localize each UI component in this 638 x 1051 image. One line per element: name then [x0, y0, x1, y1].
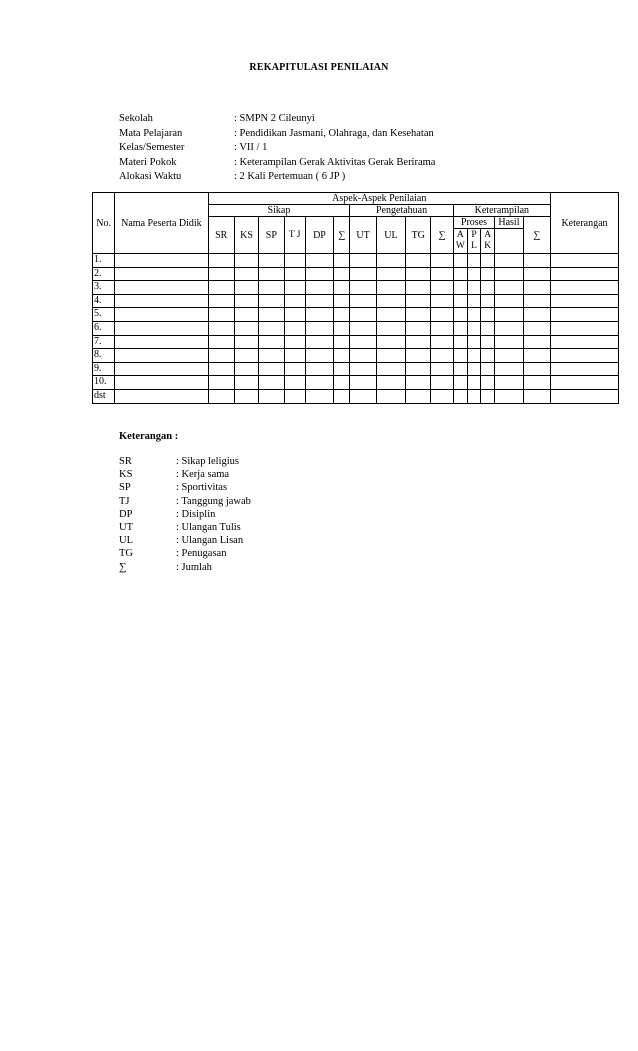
legend-desc: : Sikap leligius [176, 456, 239, 467]
legend-desc: : Sportivitas [176, 482, 228, 494]
legend-title: Keterangan : [119, 431, 179, 442]
legend-abbr: SR [119, 456, 132, 467]
legend-abbr: SP [119, 482, 131, 494]
legend-abbr: ∑ [119, 561, 127, 573]
student-name-cell[interactable] [115, 349, 208, 363]
keterangan-header: Keterangan [550, 193, 618, 254]
info-value: : Pendidikan Jasmani, Olahraga, dan Kesehatan [234, 127, 434, 139]
info-row-mata-pelajaran [119, 127, 435, 142]
info-label: Materi Pokok [119, 156, 177, 168]
info-row-materi-pokok [119, 156, 435, 171]
col-ul: UL [376, 217, 405, 254]
legend-abbr: UT [119, 521, 133, 533]
info-value: : Keterampilan Gerak Aktivitas Gerak Berirama [234, 156, 436, 168]
info-value: : VII / 1 [234, 142, 268, 153]
page-title: REKAPITULASI PENILAIAN [249, 62, 389, 73]
col-aw: A W [453, 229, 467, 254]
col-tg: TG [406, 217, 431, 254]
table-row [93, 308, 619, 322]
col-ks: KS [234, 217, 258, 254]
row-number: 5. [93, 308, 115, 322]
row-number: 9. [93, 362, 115, 376]
keterampilan-header: Keterampilan [453, 205, 550, 217]
col-dp: DP [305, 217, 333, 254]
row-number: 4. [93, 294, 115, 308]
legend-abbr: UL [119, 535, 133, 547]
legend-desc: : Ulangan Lisan [176, 535, 244, 547]
student-name-cell[interactable] [115, 362, 208, 376]
student-name-cell[interactable] [115, 281, 208, 295]
row-number: 7. [93, 335, 115, 349]
table-row [93, 254, 619, 268]
legend-desc: : Kerja sama [176, 469, 230, 481]
info-label: Kelas/Semester [119, 142, 185, 153]
legend-desc: : Penugasan [176, 548, 227, 560]
legend-block [119, 430, 251, 574]
table-row [93, 349, 619, 363]
info-label: Mata Pelajaran [119, 127, 183, 139]
table-row [93, 294, 619, 308]
student-name-cell[interactable] [115, 254, 208, 268]
legend-item [119, 455, 251, 468]
info-label: Alokasi Waktu [119, 171, 182, 182]
table-row [93, 389, 619, 403]
col-sr: SR [208, 217, 234, 254]
table-row [93, 281, 619, 295]
info-value: : 2 Kali Pertemuan ( 6 JP ) [234, 171, 346, 182]
info-row-alokasi-waktu [119, 170, 435, 185]
legend-item [119, 508, 251, 521]
proses-header: Proses [453, 217, 495, 229]
col-ut: UT [350, 217, 376, 254]
student-name-cell[interactable] [115, 335, 208, 349]
col-keterampilan-sum: ∑ [523, 217, 550, 254]
legend-abbr: TJ [119, 495, 130, 507]
col-sp: SP [259, 217, 284, 254]
col-tj: T J [284, 217, 305, 254]
col-hasil-value [495, 229, 523, 254]
student-name-cell[interactable] [115, 308, 208, 322]
legend-item [119, 534, 251, 547]
row-number: 8. [93, 349, 115, 363]
aspek-header: Aspek-Aspek Penilaian [208, 193, 550, 205]
legend-item [119, 521, 251, 534]
legend-desc: : Jumlah [176, 561, 212, 573]
row-number: 2. [93, 267, 115, 281]
col-pengetahuan-sum: ∑ [431, 217, 453, 254]
no-header: No. [93, 193, 115, 254]
row-number: 6. [93, 321, 115, 335]
col-pl: P L [467, 229, 480, 254]
legend-item [119, 561, 251, 574]
legend-abbr: KS [119, 469, 133, 481]
table-row [93, 267, 619, 281]
legend-abbr: TG [119, 548, 133, 560]
table-row [93, 321, 619, 335]
info-block [119, 112, 435, 185]
student-name-cell[interactable] [115, 321, 208, 335]
row-number: 10. [93, 376, 115, 390]
info-value: : SMPN 2 Cileunyi [234, 113, 315, 124]
name-header: Nama Peserta Didik [115, 193, 208, 254]
student-name-cell[interactable] [115, 389, 208, 403]
info-row-sekolah [119, 112, 435, 127]
legend-desc: : Tanggung jawab [176, 495, 251, 507]
student-name-cell[interactable] [115, 376, 208, 390]
table-row [93, 335, 619, 349]
hasil-header: Hasil [495, 217, 523, 229]
legend-item [119, 468, 251, 481]
col-sikap-sum: ∑ [334, 217, 350, 254]
legend-item [119, 481, 251, 494]
table-row [93, 376, 619, 390]
info-row-kelas-semester [119, 141, 435, 156]
legend-item [119, 547, 251, 560]
table-row [93, 362, 619, 376]
col-ak: A K [481, 229, 495, 254]
student-name-cell[interactable] [115, 294, 208, 308]
info-label: Sekolah [119, 113, 153, 124]
row-number: dst [93, 389, 115, 403]
legend-abbr: DP [119, 508, 133, 520]
row-number: 3. [93, 281, 115, 295]
legend-desc: : Ulangan Tulis [176, 521, 241, 533]
legend-desc: : Disiplin [176, 508, 216, 520]
legend-item [119, 495, 251, 508]
row-number: 1. [93, 254, 115, 268]
student-name-cell[interactable] [115, 267, 208, 281]
pengetahuan-header: Pengetahuan [350, 205, 453, 217]
sikap-header: Sikap [208, 205, 350, 217]
assessment-table [92, 192, 619, 404]
